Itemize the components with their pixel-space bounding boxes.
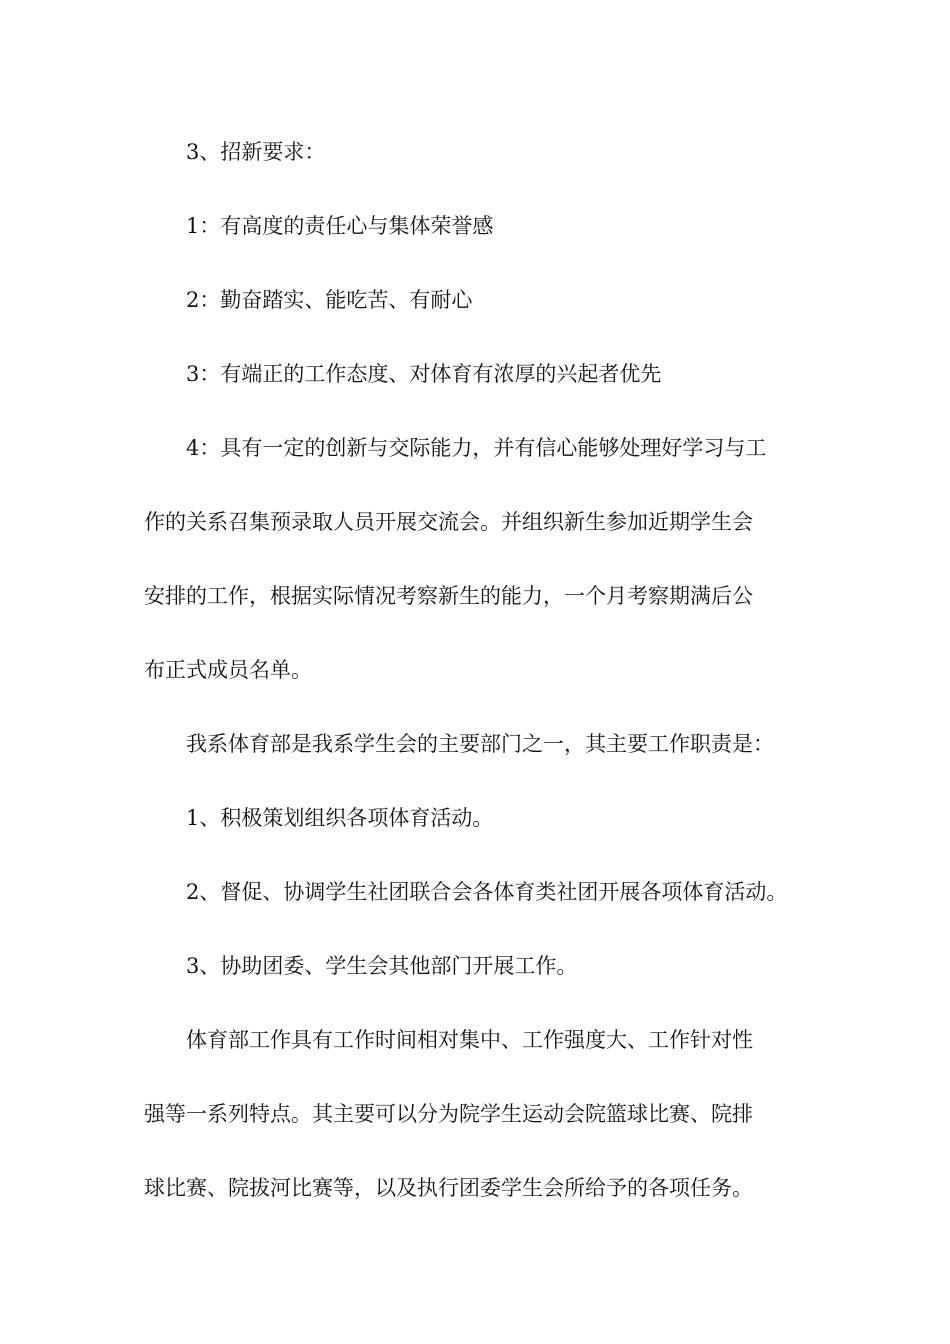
requirement-item-3: [144, 356, 814, 393]
text-line: 3：有端正的工作态度、对体育有浓厚的兴起者优先: [186, 362, 662, 386]
department-intro: [144, 726, 814, 763]
text-line: 布正式成员名单。: [144, 658, 312, 682]
requirement-item-1: [144, 208, 814, 245]
duty-item-1: [144, 800, 814, 837]
text-line: 安排的工作，根据实际情况考察新生的能力，一个月考察期满后公: [144, 584, 753, 608]
recruitment-requirements-heading: [144, 134, 814, 171]
text-line: 4：具有一定的创新与交际能力，并有信心能够处理好学习与工: [186, 436, 767, 460]
text-line: 1、积极策划组织各项体育活动。: [186, 806, 494, 830]
duty-item-3: [144, 948, 814, 985]
work-features-paragraph-continued: [144, 1170, 814, 1207]
text-line: 2：勤奋踏实、能吃苦、有耐心: [186, 288, 473, 312]
requirement-item-4: [144, 430, 814, 467]
text-line: 3、招新要求：: [186, 140, 326, 164]
text-line: 作的关系召集预录取人员开展交流会。并组织新生参加近期学生会: [144, 510, 753, 534]
text-line: 体育部工作具有工作时间相对集中、工作强度大、工作针对性: [186, 1028, 753, 1052]
text-line: 球比赛、院拔河比赛等，以及执行团委学生会所给予的各项任务。: [144, 1176, 753, 1200]
text-line: 1：有高度的责任心与集体荣誉感: [186, 214, 494, 238]
duty-item-2: [144, 874, 814, 911]
requirement-item-4-continued: [144, 504, 814, 541]
work-features-paragraph-continued: [144, 1096, 814, 1133]
requirement-item-4-continued: [144, 578, 814, 615]
text-line: 2、督促、协调学生社团联合会各体育类社团开展各项体育活动。: [186, 880, 788, 904]
text-line: 我系体育部是我系学生会的主要部门之一，其主要工作职责是：: [186, 732, 774, 756]
work-features-paragraph: [144, 1022, 814, 1059]
requirement-item-4-continued: [144, 652, 814, 689]
requirement-item-2: [144, 282, 814, 319]
document-body: [144, 134, 814, 1244]
text-line: 强等一系列特点。其主要可以分为院学生运动会院篮球比赛、院排: [144, 1102, 753, 1126]
text-line: 3、协助团委、学生会其他部门开展工作。: [186, 954, 578, 978]
